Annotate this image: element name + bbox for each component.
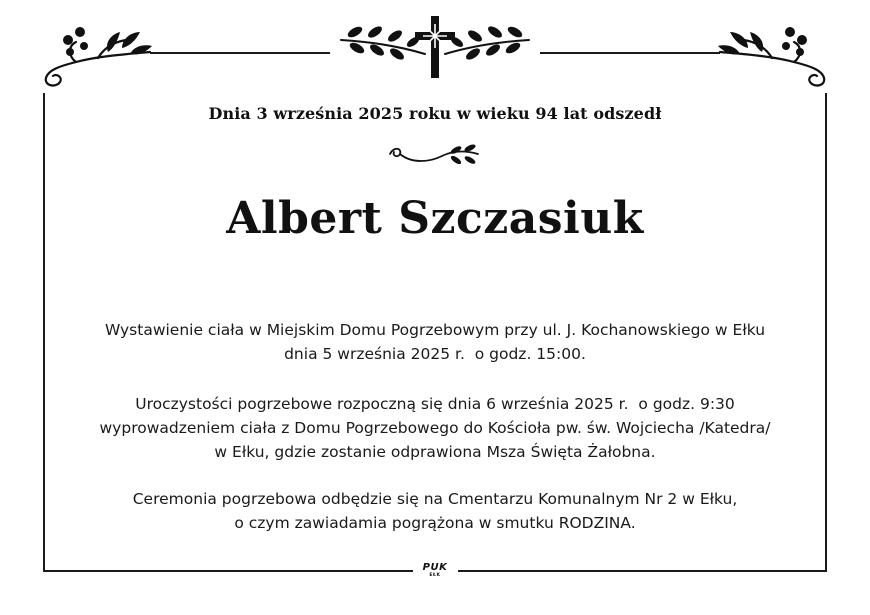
logo-main-text: PUK — [422, 562, 448, 573]
frame-left-border — [43, 93, 45, 571]
viewing-line: Wystawienie ciała w Miejskim Domu Pogrzebowym przy ul. J. Kochanowskiego w Ełku — [104, 321, 766, 339]
obituary-headline: Dnia 3 września 2025 roku w wieku 94 lat odszedł — [208, 104, 662, 123]
logo-sub-text: EŁK — [429, 573, 441, 578]
burial-line: Ceremonia pogrzebowa odbędzie się na Cmentarzu Komunalnym Nr 2 w Ełku, — [132, 490, 738, 508]
cross-with-laurel-icon — [335, 14, 535, 80]
viewing-info — [50, 318, 820, 366]
laurel-divider-icon — [386, 142, 486, 172]
flourish-corner-icon — [38, 18, 158, 88]
ceremony-line: Uroczystości pogrzebowe rozpoczną się dnia 6 września 2025 r. o godz. 9:30 — [135, 395, 735, 413]
ceremony-line: w Ełku, gdzie zostanie odprawiona Msza Święta Żałobna. — [214, 443, 656, 461]
flourish-corner-icon — [712, 18, 832, 88]
puk-logo — [416, 563, 454, 583]
viewing-line: dnia 5 września 2025 r. o godz. 15:00. — [284, 345, 586, 363]
burial-line: o czym zawiadamia pogrążona w smutku RODZINA. — [234, 514, 636, 532]
frame-bottom-border-left — [43, 570, 413, 572]
frame-right-border — [825, 93, 827, 571]
frame-top-line-left — [150, 52, 330, 54]
deceased-name: Albert Szczasiuk — [226, 193, 644, 244]
burial-info — [50, 487, 820, 535]
ceremony-line: wyprowadzeniem ciała z Domu Pogrzebowego do Kościoła pw. św. Wojciecha /Katedra/ — [99, 419, 771, 437]
frame-bottom-border-right — [458, 570, 827, 572]
frame-top-line-right — [540, 52, 720, 54]
ceremony-info — [50, 392, 820, 464]
